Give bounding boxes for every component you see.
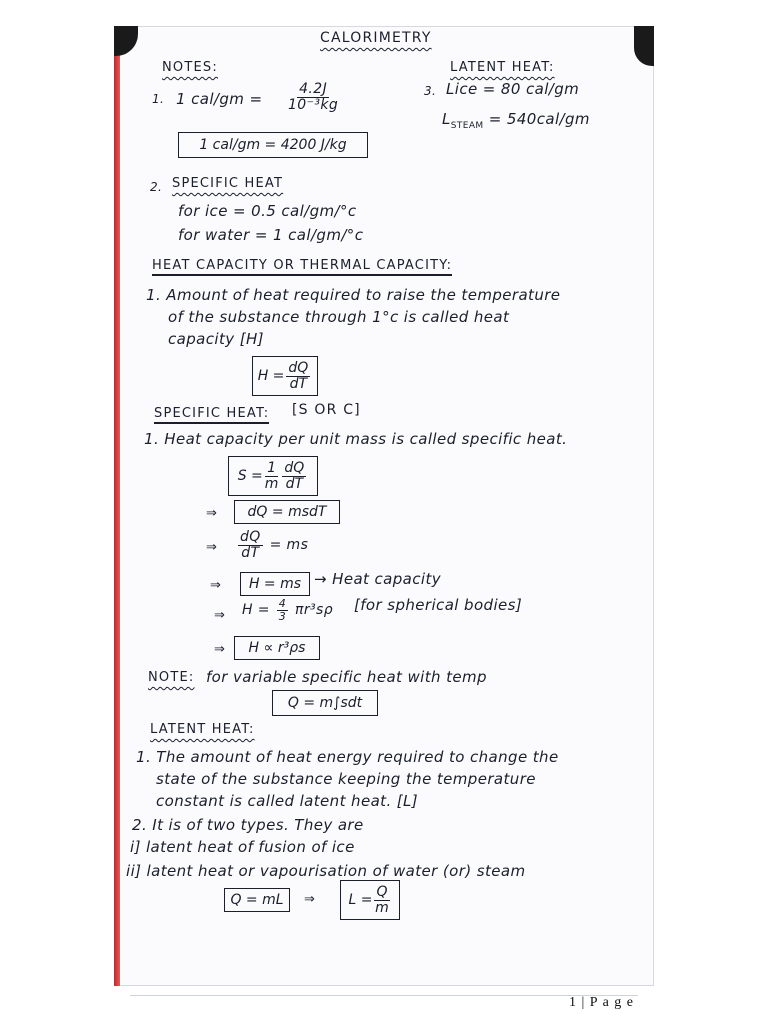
variable-heat-formula-box: Q = m∫sdt xyxy=(272,690,378,716)
note-text: for variable specific heat with temp xyxy=(206,668,487,686)
l-formula-box: L = $\frac{Q}{m}$ xyxy=(340,880,400,920)
cal-conversion-box: 1 cal/gm = 4200 J/kg xyxy=(178,132,368,158)
specific-heat-water: for water = 1 cal/gm/°c xyxy=(178,226,364,244)
latent-heat-line2: state of the substance keeping the temperature xyxy=(156,770,536,788)
latent-item3-number: 3. xyxy=(424,84,437,98)
dq-dt-formula: $\frac{dQ}{dT}$ = ms xyxy=(240,529,309,561)
notes-heading: NOTES: xyxy=(162,60,218,75)
notes-item1-fraction: $\frac{4.2J}{\text{10⁻³kg}}$ xyxy=(288,81,339,113)
specific-heat-tag: [S OR C] xyxy=(292,402,361,418)
latent-heat-heading: LATENT HEAT: xyxy=(150,722,255,737)
notebook-page xyxy=(114,26,654,986)
specific-heat-formula-box: S = $\frac{1}{m}$ $\frac{dQ}{dT}$ xyxy=(228,456,318,496)
dq-formula-box: dQ = msdT xyxy=(234,500,340,524)
specific-heat-ice: for ice = 0.5 cal/gm/°c xyxy=(178,202,357,220)
notes-item1-lhs: 1 cal/gm = xyxy=(176,90,263,108)
specific-heat-heading: SPECIFIC HEAT: xyxy=(154,406,269,424)
heat-capacity-note: → Heat capacity xyxy=(314,570,442,588)
heat-capacity-line3: capacity [H] xyxy=(168,330,264,348)
spherical-formula: H = $\frac{4}{3}$ πr³sρ xyxy=(242,597,334,623)
footer-rule xyxy=(130,995,638,996)
note-heading: NOTE: xyxy=(148,670,195,685)
latent-heat-line3: constant is called latent heat. [L] xyxy=(156,792,419,810)
latent-heat-line1: 1. The amount of heat energy required to change the xyxy=(136,748,559,766)
implies-arrow: ⇒ xyxy=(206,506,217,521)
latent-heat-line4: 2. It is of two types. They are xyxy=(132,816,364,834)
specific-heat-subheading: SPECIFIC HEAT xyxy=(172,176,284,191)
heat-capacity-line1: 1. Amount of heat required to raise the temperature xyxy=(146,286,561,304)
latent-heat-line6: ii] latent heat or vapourisation of water (or) steam xyxy=(126,862,526,880)
page-corner xyxy=(114,26,138,56)
implies-arrow: ⇒ xyxy=(214,642,225,657)
implies-arrow: ⇒ xyxy=(304,892,315,907)
h-ms-formula-box: H = ms xyxy=(240,572,310,596)
specific-heat-definition: 1. Heat capacity per unit mass is called specific heat. xyxy=(144,430,568,448)
heat-capacity-formula-box: H = $\frac{dQ}{dT}$ xyxy=(252,356,318,396)
heat-capacity-heading: HEAT CAPACITY OR THERMAL CAPACITY: xyxy=(152,258,452,276)
latent-ice-value: Lice = 80 cal/gm xyxy=(446,80,580,98)
notes-item1-number: 1. xyxy=(152,92,165,106)
implies-arrow: ⇒ xyxy=(214,608,225,623)
notes-item2-number: 2. xyxy=(150,180,163,194)
page-title: CALORIMETRY xyxy=(320,30,432,46)
page-number: 1 | P a g e xyxy=(569,995,634,1010)
spherical-bodies-note: [for spherical bodies] xyxy=(354,596,523,614)
latent-heat-line5: i] latent heat of fusion of ice xyxy=(130,838,355,856)
latent-heat-side-heading: LATENT HEAT: xyxy=(450,60,555,75)
proportional-formula-box: H ∝ r³ρs xyxy=(234,636,320,660)
implies-arrow: ⇒ xyxy=(206,540,217,555)
implies-arrow: ⇒ xyxy=(210,578,221,593)
heat-capacity-line2: of the substance through 1°c is called heat xyxy=(168,308,510,326)
latent-steam-value: $L_{STEAM} = 540cal/gm$ xyxy=(442,110,590,131)
q-ml-formula-box: Q = mL xyxy=(224,888,290,912)
